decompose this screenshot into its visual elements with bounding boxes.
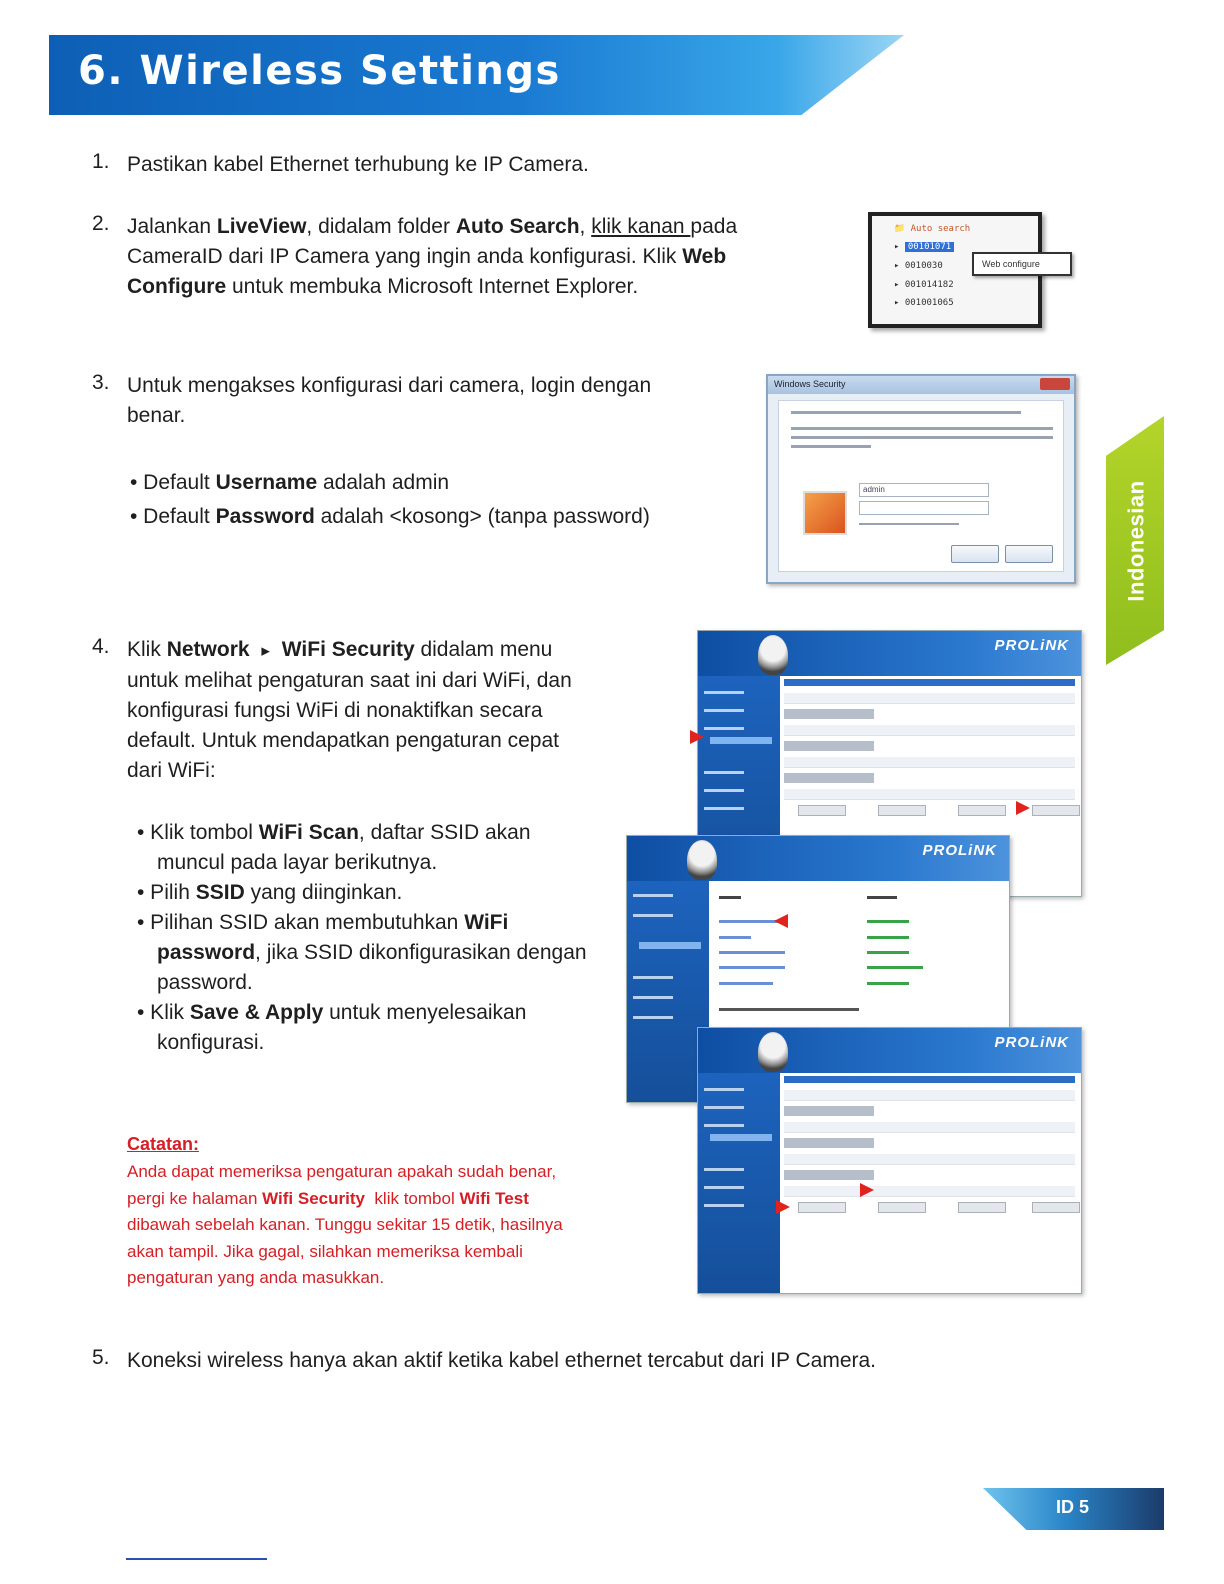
configure-label: Configure [127,275,227,298]
settings-row-label [784,1138,874,1148]
scan-note-line [719,1008,859,1011]
signal-strength [867,920,909,923]
camera-icon [758,635,788,675]
step-4-text [127,635,607,786]
bullet-wifi-scan-cont: muncul pada layar berikutnya. [157,851,438,874]
bullet-save-apply-cont: konfigurasi. [157,1031,265,1054]
bullet-ssid-password-end: password. [157,971,253,994]
step-4-line-2: untuk melihat pengaturan saat ini dari WiFi, dan [127,669,572,692]
settings-row [784,1090,1075,1101]
red-arrow-icon [776,1200,790,1214]
close-icon [1040,378,1070,390]
camera-id-1: ▸ 00101071 [894,242,954,252]
auto-search-label: Auto Search [455,215,580,238]
password-field [859,501,989,515]
login-dialog-screenshot [766,374,1076,584]
auto-search-folder: 📁 Auto search [894,224,971,234]
dialog-text-line [791,411,1021,414]
nav-item [704,1088,744,1091]
camera-id-2: ▸ 0010030 [894,261,943,271]
signal-strength [867,966,923,969]
signal-strength [867,951,909,954]
nav-item-selected [710,737,772,744]
prolink-logo: PROLiNK [922,842,997,859]
step-3-line-1: Untuk mengakses konfigurasi dari camera, login dengan [127,374,652,397]
bullet-ssid-password: • Pilihan SSID akan membutuhkan WiFi [137,911,509,934]
section-bar [784,679,1075,686]
nav-item-selected [710,1134,772,1141]
ssid-link [719,936,751,939]
wifi-security-label: WiFi Security [281,638,415,661]
bullet-wifi-scan: • Klik tombol WiFi Scan, daftar SSID akan [137,821,531,844]
cancel-button [1005,545,1053,563]
step-2-line-3: Configure untuk membuka Microsoft Internet Explorer. [127,275,639,298]
prolink-logo: PROLiNK [994,637,1069,654]
nav-item [704,807,744,810]
settings-row-label [784,709,874,719]
wifi-scan-button [1032,1202,1080,1213]
step-3-number: 3. [92,371,110,394]
ssid-link [719,951,785,954]
note-line-5: pengaturan yang anda masukkan. [127,1268,385,1287]
nav-item [633,914,673,917]
menu-arrow-icon: ▸ [261,641,270,660]
note-line-2: pergi ke halaman Wifi Security klik tombol Wifi Test [127,1188,529,1208]
bullet-save-apply: • Klik Save & Apply untuk menyelesaikan [137,1001,527,1024]
dialog-text-line [791,445,871,448]
wifi-test-button [878,1202,926,1213]
camera-icon [758,1032,788,1072]
network-label: Network [166,638,250,661]
footer-divider [126,1558,267,1560]
step-1-text: Pastikan kabel Ethernet terhubung ke IP Camera. [127,153,589,176]
language-side-tab-label-wrap [1108,416,1166,665]
step-3-text [127,371,727,431]
cancel-button [958,1202,1006,1213]
note-body [127,1159,607,1292]
nav-item [633,894,673,897]
step-4-line-1: Klik Network ▸ WiFi Security didalam menu [127,638,553,661]
right-click-label: klik kanan [591,215,691,238]
signal-strength [867,936,909,939]
nav-item-selected [639,942,701,949]
settings-row-label [784,741,874,751]
nav-item [633,976,673,979]
camera-id-4: ▸ 001001065 [894,298,954,308]
note-line-4: akan tampil. Jika gagal, silahkan memeriksa kembali [127,1241,523,1261]
nav-item [704,1168,744,1171]
settings-row [784,789,1075,800]
bullet-default-username: • Default Username adalah admin [130,471,450,494]
camera-icon [687,840,717,880]
note-line-1: Anda dapat memeriksa pengaturan apakah sudah benar, [127,1162,557,1181]
nav-item [704,789,744,792]
signal-column-header [867,896,897,899]
step-2-number: 2. [92,212,110,235]
settings-row-label [784,773,874,783]
red-arrow-icon [1016,801,1030,815]
nav-item [704,727,744,730]
red-arrow-icon [774,914,788,928]
liveview-label: LiveView [216,215,307,238]
settings-row [784,693,1075,704]
ssid-link [719,966,785,969]
prolink-logo: PROLiNK [994,1034,1069,1051]
cancel-button [958,805,1006,816]
step-2-line-1: Jalankan LiveView, didalam folder Auto Search, klik kanan pada [127,215,738,238]
save-apply-button [798,1202,846,1213]
step-3-line-2: benar. [127,404,186,427]
step-2-text [127,212,817,302]
web-label: Web [682,245,727,268]
nav-item [704,771,744,774]
wifi-scan-button [1032,805,1080,816]
settings-row-label [784,1106,874,1116]
remember-credentials-line [859,523,959,525]
note-line-3: dibawah sebelah kanan. Tunggu sekitar 15 detik, hasilnya [127,1215,563,1234]
dialog-text-line [791,427,1053,430]
ok-button [951,545,999,563]
step-5-text: Koneksi wireless hanya akan aktif ketika kabel ethernet tercabut dari IP Camera. [127,1349,877,1372]
wifi-test-button [878,805,926,816]
settings-row [784,725,1075,736]
step-4-number: 4. [92,635,110,658]
ssid-column-header [719,896,741,899]
step-5-number: 5. [92,1346,110,1369]
step-4-line-5: dari WiFi: [127,759,216,782]
section-title: 6. Wireless Settings [78,48,561,94]
settings-row [784,1122,1075,1133]
step-2-line-2: CameraID dari IP Camera yang ingin anda konfigurasi. Klik Web [127,245,727,268]
signal-strength [867,982,909,985]
step-1-number: 1. [92,150,110,173]
settings-row [784,757,1075,768]
red-arrow-icon [860,1183,874,1197]
dialog-text-line [791,436,1053,439]
camera-id-3: ▸ 001014182 [894,280,954,290]
note-title: Catatan: [127,1134,200,1154]
nav-item [633,1016,673,1019]
page-number: ID 5 [1056,1497,1090,1517]
username-field: admin [859,483,989,497]
nav-item [633,996,673,999]
step-4-line-3: konfigurasi fungsi WiFi di nonaktifkan secara [127,699,543,722]
wifi-configured-screenshot [697,1027,1082,1294]
settings-row [784,1154,1075,1165]
user-avatar-icon [803,491,847,535]
step-4-line-4: default. Untuk mendapatkan pengaturan cepat [127,729,559,752]
bullet-choose-ssid: • Pilih SSID yang diinginkan. [137,881,403,904]
bullet-default-password: • Default Password adalah <kosong> (tanpa password) [130,505,650,528]
settings-row-label [784,1170,874,1180]
red-arrow-icon [690,730,704,744]
save-apply-button [798,805,846,816]
language-side-tab-label: Indonesian [1124,479,1149,602]
nav-item [704,1124,744,1127]
web-configure-context-menu: Web configure [972,252,1072,276]
login-dialog-titlebar: Windows Security [768,376,1074,394]
ssid-link [719,920,779,923]
ssid-link [719,982,773,985]
nav-item [704,691,744,694]
nav-item [704,1186,744,1189]
section-bar [784,1076,1075,1083]
bullet-ssid-password-cont: password, jika SSID dikonfigurasikan dengan [157,941,587,964]
nav-item [704,1204,744,1207]
settings-row [784,1186,1075,1197]
nav-item [704,1106,744,1109]
login-dialog-body [778,400,1064,572]
nav-item [704,709,744,712]
